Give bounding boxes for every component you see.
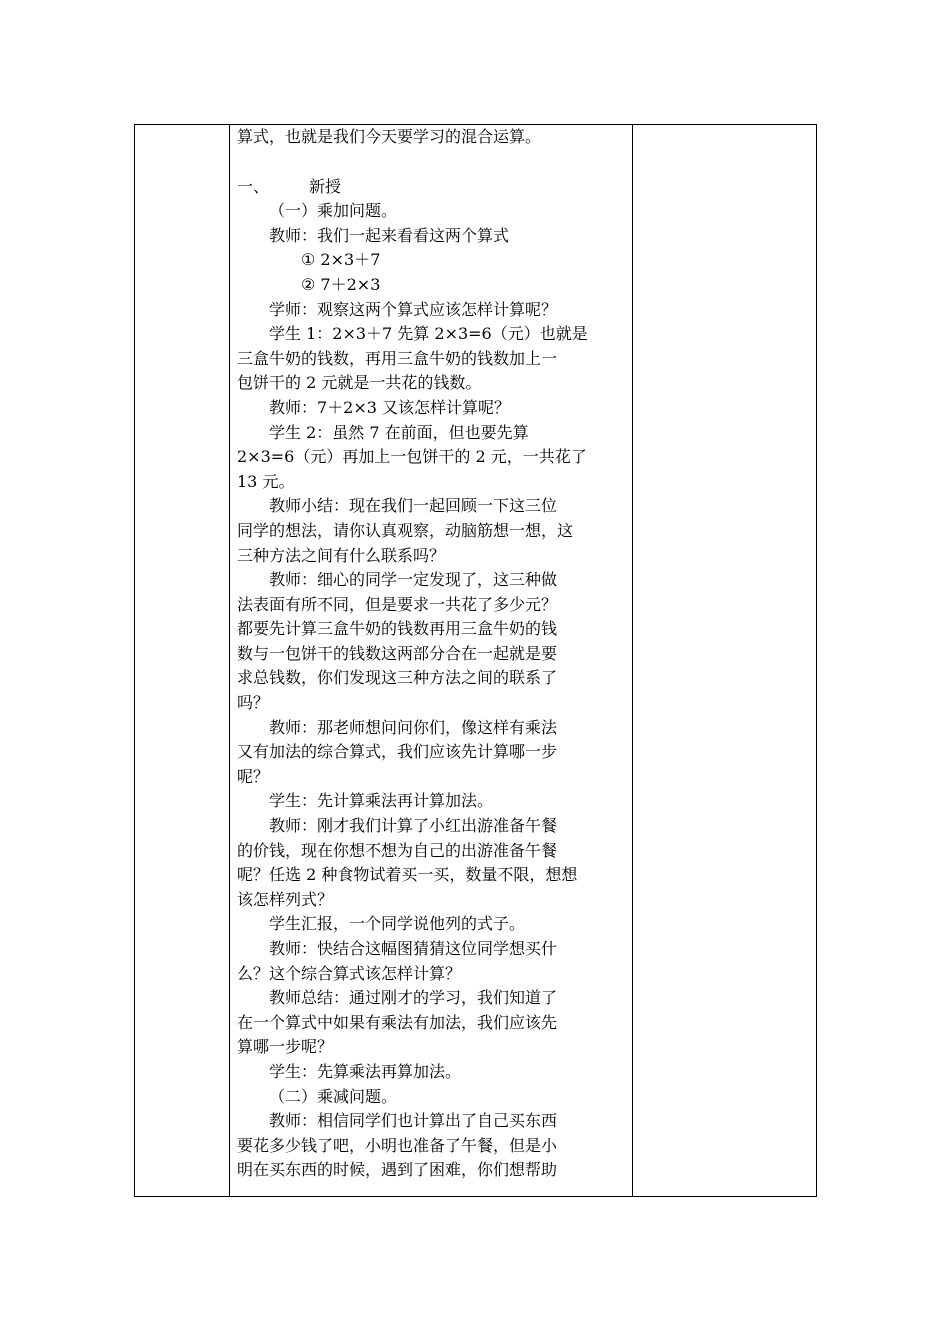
content-line: 学生：先计算乘法再计算加法。 xyxy=(269,791,494,811)
content-line: 三盒牛奶的钱数，再用三盒牛奶的钱数加上一 xyxy=(237,348,558,368)
content-line: 教师：细心的同学一定发现了，这三种做 xyxy=(269,570,558,590)
content-line: 法表面有所不同，但是要求一共花了多少元？ xyxy=(237,594,558,614)
lesson-content-cell xyxy=(230,125,633,1197)
content-line: 在一个算式中如果有乘法有加法，我们应该先 xyxy=(237,1012,558,1032)
content-line: 吗？ xyxy=(237,693,270,713)
left-empty-cell xyxy=(135,125,230,1197)
content-line: 学生 2：虽然 7 在前面，但也要先算 xyxy=(269,422,529,442)
content-line: 教师：相信同学们也计算出了自己买东西 xyxy=(269,1111,558,1131)
section-title: 新授 xyxy=(309,176,342,196)
content-line: 要花多少钱了吧，小明也准备了午餐，但是小 xyxy=(237,1135,558,1155)
subsection-heading: （一）乘加问题。 xyxy=(269,201,398,221)
lesson-plan-table xyxy=(134,124,817,1197)
intro-line: 算式，也就是我们今天要学习的混合运算。 xyxy=(237,127,542,146)
content-line: 包饼干的 2 元就是一共花的钱数。 xyxy=(237,373,482,393)
content-line: 学师：观察这两个算式应该怎样计算呢？ xyxy=(269,299,558,319)
right-empty-cell xyxy=(633,125,817,1197)
content-line: 教师小结：现在我们一起回顾一下这三位 xyxy=(269,496,558,516)
content-line: 明在买东西的时候，遇到了困难，你们想帮助 xyxy=(237,1160,558,1180)
formula-line: ② 7＋2×3 xyxy=(301,274,381,294)
content-line: 同学的想法，请你认真观察，动脑筋想一想，这 xyxy=(237,520,574,540)
content-line: 的价钱，现在你想不想为自己的出游准备午餐 xyxy=(237,840,558,860)
content-line: 求总钱数，你们发现这三种方法之间的联系了 xyxy=(237,668,558,688)
content-line: 教师：我们一起来看看这两个算式 xyxy=(269,225,510,245)
section-heading xyxy=(237,175,626,200)
content-line: 学生 1：2×3＋7 先算 2×3=6（元）也就是 xyxy=(269,324,588,344)
content-line: 呢？ xyxy=(237,766,270,786)
content-line: 都要先计算三盒牛奶的钱数再用三盒牛奶的钱 xyxy=(237,619,558,639)
content-line: 算哪一步呢？ xyxy=(237,1037,334,1057)
content-line: 教师：7＋2×3 又该怎样计算呢？ xyxy=(269,397,511,417)
subsection-heading: （二）乘减问题。 xyxy=(269,1086,398,1106)
content-line: 学生：先算乘法再算加法。 xyxy=(269,1061,462,1081)
content-line: 学生汇报，一个同学说他列的式子。 xyxy=(269,914,526,934)
content-line: 2×3=6（元）再加上一包饼干的 2 元，一共花了 xyxy=(237,447,587,467)
content-line: 教师总结：通过刚才的学习，我们知道了 xyxy=(269,988,558,1008)
table-row xyxy=(135,125,817,1197)
content-line: 又有加法的综合算式，我们应该先计算哪一步 xyxy=(237,742,558,762)
content-line: 数与一包饼干的钱数这两部分合在一起就是要 xyxy=(237,643,558,663)
content-line: 该怎样列式？ xyxy=(237,889,334,909)
content-line: 教师：刚才我们计算了小红出游准备午餐 xyxy=(269,816,558,836)
section-number: 一、 xyxy=(237,176,270,196)
content-line: 呢？任选 2 种食物试着买一买，数量不限，想想 xyxy=(237,865,578,885)
formula-line: ① 2×3＋7 xyxy=(301,250,381,270)
content-line: 13 元。 xyxy=(237,471,295,491)
content-line: 教师：那老师想问问你们，像这样有乘法 xyxy=(269,717,558,737)
content-line: 么？这个综合算式该怎样计算？ xyxy=(237,963,462,983)
content-line: 教师：快结合这幅图猜猜这位同学想买什 xyxy=(269,939,558,958)
content-line: 三种方法之间有什么联系吗？ xyxy=(237,545,446,565)
